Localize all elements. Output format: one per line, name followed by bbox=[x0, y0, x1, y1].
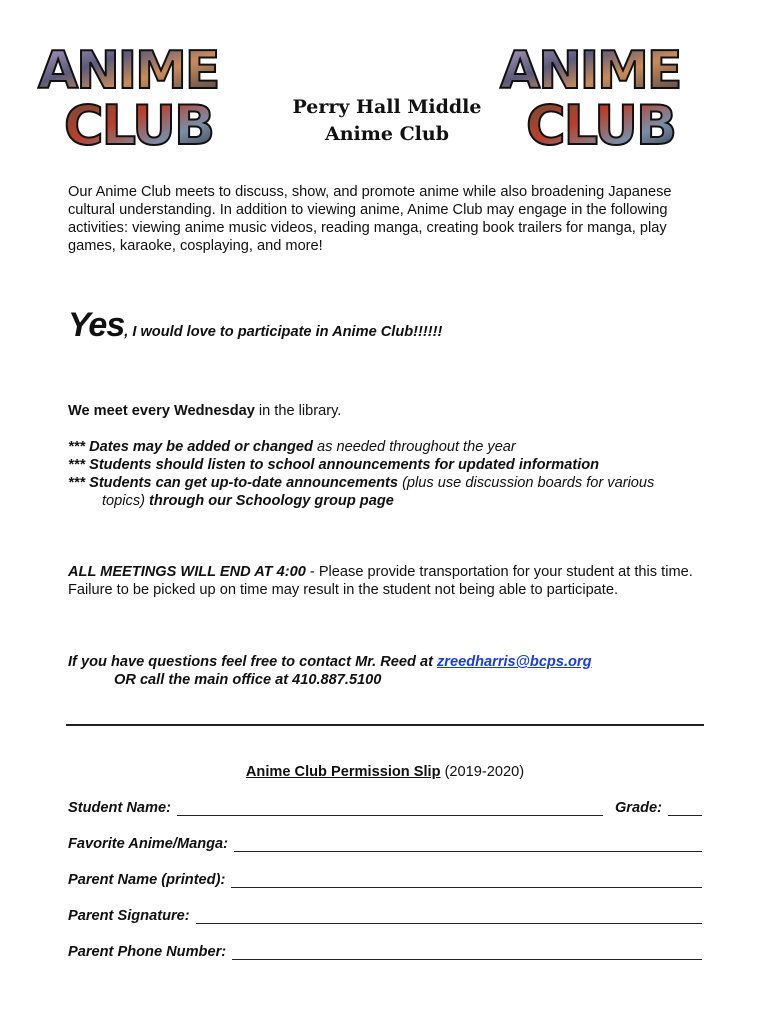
note-announcements bbox=[68, 456, 718, 474]
note-updates-continued bbox=[68, 492, 718, 510]
participation-statement bbox=[68, 306, 442, 345]
svg-text:ANIME: ANIME bbox=[500, 41, 681, 101]
note-updates-bold: *** Students can get up-to-date announcements bbox=[68, 475, 399, 491]
parent-phone-row bbox=[68, 944, 702, 960]
yes-word: Yes bbox=[68, 306, 125, 344]
title-line-club: Anime Club bbox=[324, 123, 450, 145]
transportation-notice: - Please provide transportation for your student at this time. Failure to be picked up on time may result in the student not being able to participate. bbox=[68, 564, 693, 598]
title-line-school: Perry Hall Middle bbox=[292, 96, 482, 118]
student-name-label: Student Name: bbox=[68, 800, 171, 816]
meeting-day: We meet every Wednesday bbox=[68, 403, 255, 419]
parent-name-field[interactable] bbox=[231, 874, 702, 888]
svg-text:ANIME: ANIME bbox=[38, 41, 219, 101]
meeting-end-time: ALL MEETINGS WILL END AT 4:00 bbox=[68, 564, 306, 580]
note-schoology: through our Schoology group page bbox=[144, 493, 394, 509]
student-name-row bbox=[68, 800, 702, 816]
page-title bbox=[262, 94, 512, 148]
note-dates bbox=[68, 438, 718, 456]
parent-name-label: Parent Name (printed): bbox=[68, 872, 226, 888]
svg-text:CLUB: CLUB bbox=[64, 94, 214, 150]
meeting-notes bbox=[68, 438, 718, 510]
favorite-anime-label: Favorite Anime/Manga: bbox=[68, 836, 229, 852]
note-dates-bold: *** Dates may be added or changed bbox=[68, 439, 313, 455]
parent-signature-row bbox=[68, 908, 702, 924]
permission-slip-title bbox=[0, 764, 770, 780]
participation-text: , I would love to participate in Anime Club!!!!!! bbox=[124, 324, 443, 340]
favorite-anime-field[interactable] bbox=[234, 838, 702, 852]
contact-line-email bbox=[68, 653, 592, 671]
intro-paragraph: Our Anime Club meets to discuss, show, and promote anime while also broadening Japanese cultural understanding. In addition to viewing anime, Anime Club may engage in the following activities: viewing anime music videos, reading manga, creating book trailers for manga, play games, karaoke, cosplaying, and more! bbox=[68, 184, 672, 254]
svg-text:CLUB: CLUB bbox=[526, 94, 676, 150]
section-divider bbox=[66, 724, 704, 726]
note-dates-rest: as needed throughout the year bbox=[312, 439, 516, 455]
contact-text: If you have questions feel free to contact Mr. Reed at bbox=[68, 654, 437, 670]
note-updates bbox=[68, 474, 718, 492]
parent-phone-label: Parent Phone Number: bbox=[68, 944, 227, 960]
slip-years: (2019-2020) bbox=[440, 764, 525, 780]
grade-label: Grade: bbox=[614, 800, 662, 816]
anime-club-logo-right bbox=[498, 38, 734, 150]
parent-signature-label: Parent Signature: bbox=[68, 908, 190, 924]
parent-name-row bbox=[68, 872, 702, 888]
contact-info bbox=[68, 653, 592, 689]
favorite-anime-row bbox=[68, 836, 702, 852]
anime-club-logo-art bbox=[498, 38, 734, 150]
anime-club-logo-left bbox=[36, 38, 272, 150]
meeting-schedule bbox=[68, 402, 341, 420]
note-announcements-bold: *** Students should listen to school announcements for updated information bbox=[68, 457, 600, 473]
anime-club-logo-art bbox=[36, 38, 272, 150]
student-name-field[interactable] bbox=[177, 802, 603, 816]
note-topics: topics) bbox=[102, 493, 145, 509]
parent-phone-field[interactable] bbox=[232, 946, 702, 960]
slip-title-text: Anime Club Permission Slip bbox=[245, 764, 441, 780]
contact-line-phone: OR call the main office at 410.887.5100 bbox=[114, 672, 382, 688]
email-link[interactable]: zreedharris@bcps.org bbox=[436, 654, 592, 670]
meeting-location: in the library. bbox=[254, 403, 342, 419]
meeting-end-notice bbox=[68, 563, 708, 599]
note-updates-rest: (plus use discussion boards for various bbox=[398, 475, 655, 491]
parent-signature-field[interactable] bbox=[196, 910, 702, 924]
grade-field[interactable] bbox=[668, 802, 702, 816]
